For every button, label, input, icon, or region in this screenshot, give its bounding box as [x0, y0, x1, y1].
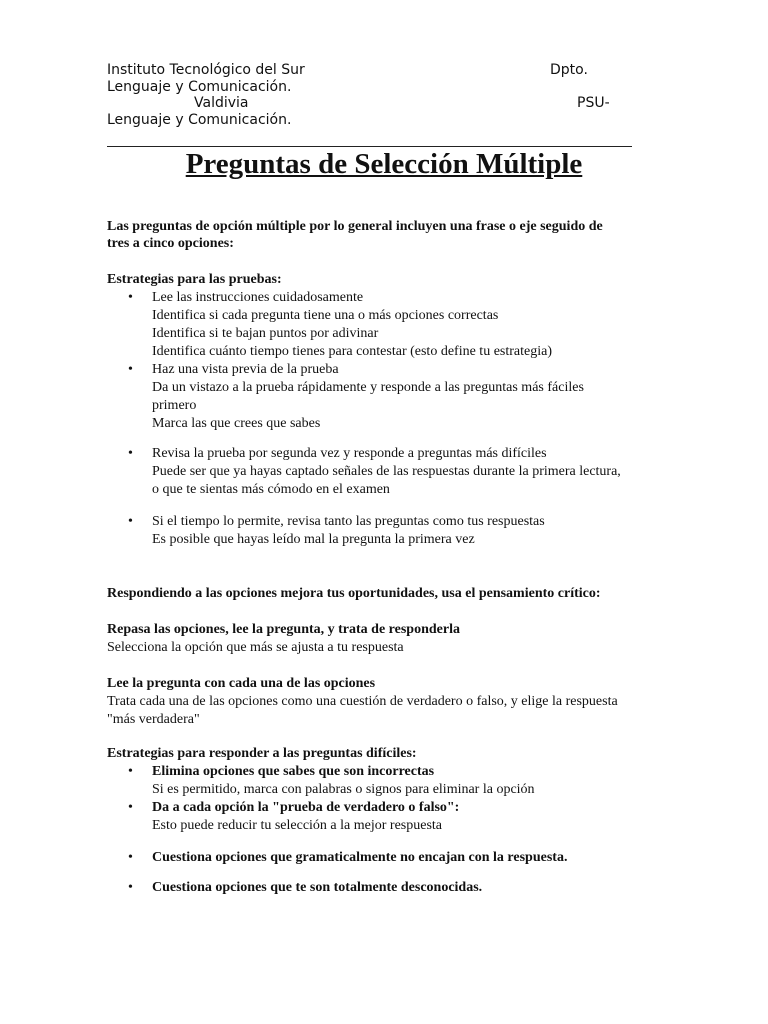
difficult-strategy-4: Cuestiona opciones que te son totalmente desconocidas. [152, 880, 483, 895]
critical-step-1-text: Selecciona la opción que más se ajusta a tu respuesta [107, 640, 404, 655]
intro-line-1: Las preguntas de opción múltiple por lo general incluyen una frase o eje seguido de [107, 219, 603, 234]
critical-step-2-text: Trata cada una de las opciones como una cuestión de verdadero o falso, y elige la respuesta [107, 694, 618, 709]
subject-name: Lenguaje y Comunicación. [107, 112, 292, 128]
strategy-4: Si el tiempo lo permite, revisa tanto las preguntas como tus respuestas [152, 514, 545, 529]
bullet-icon: • [128, 850, 133, 865]
strategy-2: Haz una vista previa de la prueba [152, 362, 339, 377]
bullet-icon: • [128, 446, 133, 461]
intro-line-2: tres a cinco opciones: [107, 236, 234, 251]
critical-heading: Respondiendo a las opciones mejora tus oportunidades, usa el pensamiento crítico: [107, 586, 601, 601]
strategy-2-detail-1: Da un vistazo a la prueba rápidamente y responde a las preguntas más fáciles [152, 380, 584, 395]
strategy-1-detail-2: Identifica si te bajan puntos por adivinar [152, 326, 379, 341]
difficult-strategy-3: Cuestiona opciones que gramaticalmente no encajan con la respuesta. [152, 850, 568, 865]
strategy-3: Revisa la prueba por segunda vez y responde a preguntas más difíciles [152, 446, 547, 461]
strategies-heading: Estrategias para las pruebas: [107, 272, 282, 287]
difficult-strategy-1-detail: Si es permitido, marca con palabras o signos para eliminar la opción [152, 782, 535, 797]
strategy-4-detail-1: Es posible que hayas leído mal la pregunta la primera vez [152, 532, 475, 547]
city-name: Valdivia [194, 95, 249, 111]
bullet-icon: • [128, 290, 133, 305]
difficult-strategy-2: Da a cada opción la "prueba de verdadero o falso": [152, 800, 460, 815]
strategy-1: Lee las instrucciones cuidadosamente [152, 290, 364, 305]
difficult-strategy-2-detail: Esto puede reducir tu selección a la mejor respuesta [152, 818, 442, 833]
department-label: Dpto. [550, 62, 588, 78]
bullet-icon: • [128, 514, 133, 529]
bullet-icon: • [128, 880, 133, 895]
bullet-icon: • [128, 362, 133, 377]
bullet-icon: • [128, 800, 133, 815]
critical-step-1-title: Repasa las opciones, lee la pregunta, y trata de responderla [107, 622, 460, 637]
strategy-2-detail-2: primero [152, 398, 197, 413]
page-title: Preguntas de Selección Múltiple [185, 148, 583, 180]
strategy-1-detail-3: Identifica cuánto tiempo tienes para contestar (esto define tu estrategia) [152, 344, 552, 359]
difficult-heading: Estrategias para responder a las preguntas difíciles: [107, 746, 417, 761]
bullet-icon: • [128, 764, 133, 779]
strategy-1-detail-1: Identifica si cada pregunta tiene una o más opciones correctas [152, 308, 499, 323]
institution-name: Instituto Tecnológico del Sur [107, 62, 305, 78]
strategy-2-detail-3: Marca las que crees que sabes [152, 416, 321, 431]
department-name: Lenguaje y Comunicación. [107, 79, 292, 95]
strategy-3-detail-2: o que te sientas más cómodo en el examen [152, 482, 390, 497]
critical-step-2-title: Lee la pregunta con cada una de las opciones [107, 676, 376, 691]
psu-label: PSU- [577, 95, 610, 111]
strategy-3-detail-1: Puede ser que ya hayas captado señales de las respuestas durante la primera lectura, [152, 464, 621, 479]
difficult-strategy-1: Elimina opciones que sabes que son incorrectas [152, 764, 435, 779]
critical-step-2-text-2: "más verdadera" [107, 712, 200, 727]
